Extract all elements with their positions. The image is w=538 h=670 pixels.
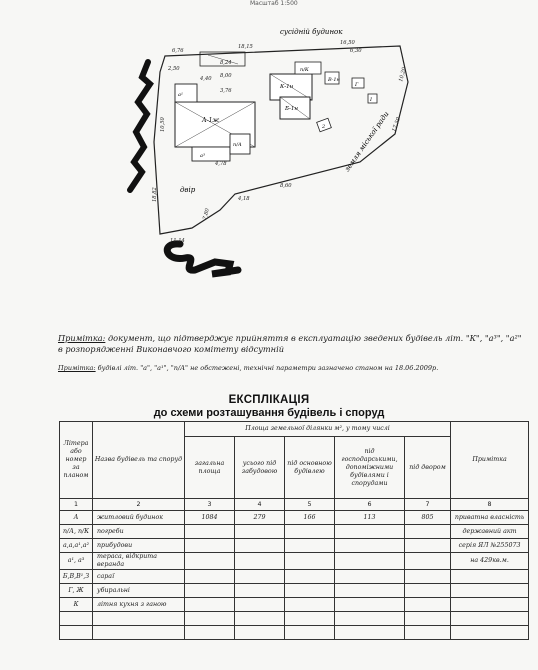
note2-text: будівлі літ. "а", "а¹", "п/А" не обстежені, технічні параметри зазначено станом на 18.06.2009р.: [95, 364, 439, 372]
dim-630: 6,30: [350, 48, 362, 54]
cell-main: [285, 553, 335, 570]
label-shed-v: В-1н: [328, 77, 340, 83]
cell-yard: [405, 553, 451, 570]
cell-built: [235, 612, 285, 626]
cell-note: приватна власність: [451, 511, 529, 525]
note1-label: Примітка:: [58, 333, 106, 343]
cell-letter: Б,В,В¹,З: [60, 570, 93, 584]
explication-title: ЕКСПЛІКАЦІЯ: [228, 394, 310, 406]
cell-total: [185, 584, 235, 598]
cell-total: [185, 525, 235, 539]
cell-built: [235, 584, 285, 598]
dim-1882: 18,82: [152, 187, 158, 202]
dim-250: 2,50: [168, 66, 180, 72]
note1-text: документ, що підтверджує прийняття в експлуатацію зведених будівель літ. "К", "а³", "а²" в розпорядженні Виконавчого комітету відсутній: [58, 333, 522, 354]
cell-built: [235, 553, 285, 570]
table-row: [60, 612, 529, 626]
col-number: 2: [93, 499, 185, 511]
label-marker-2: 2: [322, 124, 326, 130]
dim-418: 4,18: [238, 196, 250, 202]
header-built: усього під забудовою: [235, 437, 285, 499]
cell-main: [285, 584, 335, 598]
col-number: 5: [285, 499, 335, 511]
cell-main: [285, 612, 335, 626]
dim-1114: 11,14: [170, 238, 185, 244]
label-roman: I: [370, 97, 372, 103]
scale-label: Масштаб 1:500: [250, 0, 298, 7]
cell-yard: [405, 598, 451, 612]
cell-aux: [335, 626, 405, 640]
cell-note: [451, 626, 529, 640]
label-summer-kitchen: К-1н: [280, 84, 294, 90]
cell-name: сараї: [93, 570, 185, 584]
cell-main: [285, 525, 335, 539]
cell-yard: [405, 570, 451, 584]
dim-1050: 10,50: [160, 117, 166, 132]
header-area-group: Площа земельної ділянки м², у тому числі: [185, 422, 451, 437]
cell-note: державний акт: [451, 525, 529, 539]
table-row: [60, 584, 529, 598]
dim-860: 8,60: [280, 183, 292, 189]
cell-name: літня кухня з ганою: [93, 598, 185, 612]
cell-built: [235, 539, 285, 553]
header-name: Назва будівель та споруд: [93, 422, 185, 499]
header-main: під основною будівлею: [285, 437, 335, 499]
cell-built: [235, 598, 285, 612]
site-plan: [120, 22, 420, 297]
cell-yard: [405, 539, 451, 553]
header-yard: під двором: [405, 437, 451, 499]
cell-aux: 113: [335, 511, 405, 525]
dim-top-right: 16,50: [340, 40, 355, 46]
cell-name: житловий будинок: [93, 511, 185, 525]
cell-total: [185, 626, 235, 640]
header-total: загальна площа: [185, 437, 235, 499]
column-number-row: [60, 499, 529, 511]
dim-440: 4,40: [200, 76, 212, 82]
dim-right-lower: 17,50: [391, 116, 402, 133]
cell-yard: 805: [405, 511, 451, 525]
cell-name: [93, 612, 185, 626]
cell-name: [93, 626, 185, 640]
cell-aux: [335, 598, 405, 612]
cell-note: [451, 570, 529, 584]
dim-824: 8,24: [220, 60, 232, 66]
cell-yard: [405, 626, 451, 640]
col-number: 7: [405, 499, 451, 511]
label-g: Г: [355, 82, 359, 88]
col-number: 4: [235, 499, 285, 511]
cell-built: [235, 626, 285, 640]
label-municipal-land: земля міської ради: [343, 110, 391, 174]
col-number: 1: [60, 499, 93, 511]
dim-top-left: 6,76: [172, 48, 184, 54]
cell-aux: [335, 553, 405, 570]
cell-main: [285, 598, 335, 612]
label-pk: п/К: [300, 67, 309, 73]
label-a1: а¹: [178, 92, 183, 98]
dim-800: 8,00: [220, 73, 232, 79]
note-commissioning: [58, 333, 528, 355]
dim-376: 3,76: [220, 88, 232, 94]
table-row: [60, 511, 529, 525]
cell-letter: п/А, п/К: [60, 525, 93, 539]
cell-letter: [60, 612, 93, 626]
cell-main: [285, 626, 335, 640]
cell-letter: Г, Ж: [60, 584, 93, 598]
label-shed-b: Б-1н: [285, 106, 299, 112]
cell-name: погреби: [93, 525, 185, 539]
cell-letter: а,а,а¹,а²: [60, 539, 93, 553]
note-not-surveyed: [58, 364, 528, 372]
table-row: [60, 539, 529, 553]
label-neighbor-house: сусідній будинок: [280, 28, 343, 36]
redaction-scribble-bottom: [167, 244, 238, 274]
cell-total: [185, 612, 235, 626]
cell-aux: [335, 525, 405, 539]
cell-yard: [405, 612, 451, 626]
redaction-scribble-left: [130, 62, 150, 190]
cell-letter: К: [60, 598, 93, 612]
cell-note: серія ЯЛ №255073: [451, 539, 529, 553]
label-yard: двір: [180, 186, 196, 194]
cell-letter: а¹, а³: [60, 553, 93, 570]
cell-built: [235, 525, 285, 539]
cell-built: [235, 570, 285, 584]
label-a3: а³: [200, 153, 205, 159]
label-main-house: А-1ж: [202, 117, 220, 124]
cell-name: прибудови: [93, 539, 185, 553]
header-aux: під господарськими, допоміжними будівлями і спорудами: [335, 437, 405, 499]
cell-total: [185, 539, 235, 553]
cell-main: [285, 539, 335, 553]
cell-note: [451, 598, 529, 612]
cell-built: 279: [235, 511, 285, 525]
table-row: [60, 525, 529, 539]
cell-letter: [60, 626, 93, 640]
cell-total: 1084: [185, 511, 235, 525]
dim-right-upper: 10,20: [398, 66, 408, 83]
col-number: 8: [451, 499, 529, 511]
cell-note: [451, 584, 529, 598]
cell-aux: [335, 570, 405, 584]
cell-letter: А: [60, 511, 93, 525]
cell-main: [285, 570, 335, 584]
label-pa: п/А: [233, 142, 242, 148]
cell-yard: [405, 584, 451, 598]
explication-table: [59, 421, 529, 640]
cell-total: [185, 598, 235, 612]
cell-total: [185, 570, 235, 584]
cell-yard: [405, 525, 451, 539]
cell-note: на 429кв.м.: [451, 553, 529, 570]
col-number: 6: [335, 499, 405, 511]
cell-name: тераса, відкрита веранда: [93, 553, 185, 570]
table-row: [60, 598, 529, 612]
dim-478: 4,78: [215, 161, 227, 167]
header-note: Примітка: [451, 422, 529, 499]
cell-note: [451, 612, 529, 626]
cell-main: 166: [285, 511, 335, 525]
cell-total: [185, 553, 235, 570]
table-row: [60, 626, 529, 640]
cell-aux: [335, 584, 405, 598]
explication-subtitle: до схеми розташування будівель і споруд: [153, 407, 385, 419]
table-row: [60, 553, 529, 570]
dim-780: 7,80: [202, 207, 211, 221]
cell-name: убиральні: [93, 584, 185, 598]
header-letter: Літера або номер за планом: [60, 422, 93, 499]
dim-top-mid: 18,15: [238, 44, 253, 50]
cell-aux: [335, 612, 405, 626]
annex-a3: [192, 147, 230, 161]
col-number: 3: [185, 499, 235, 511]
cell-aux: [335, 539, 405, 553]
note2-label: Примітка:: [58, 364, 96, 372]
table-row: [60, 570, 529, 584]
